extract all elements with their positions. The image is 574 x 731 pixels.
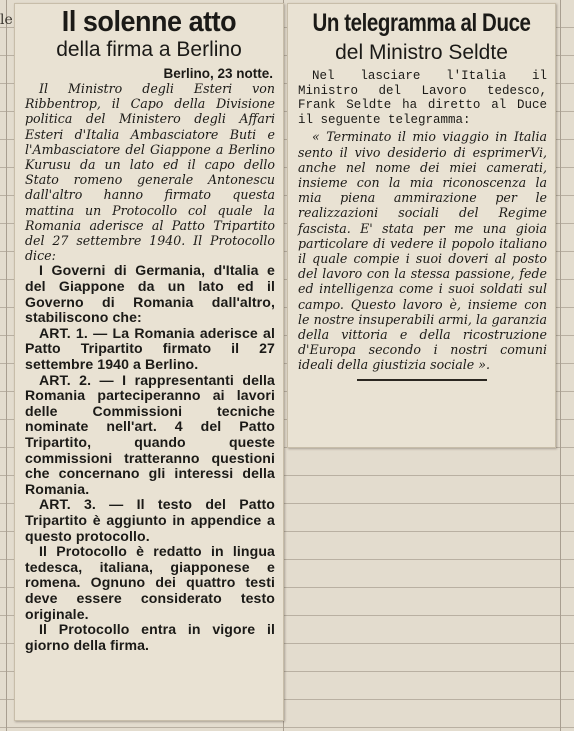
clipping-firma-berlino: [14, 3, 284, 721]
clipping-telegramma: [287, 3, 556, 448]
article-1: ART. 1. — La Romania aderisce al Patto Tripartito firmato il 27 settembre 1940 a Berlino.: [25, 324, 275, 372]
article-body: [15, 81, 283, 653]
margin-rule: [6, 0, 7, 731]
telegram-text: « Terminato il mio viaggio in Italia sento il vivo desiderio di esprimerVi, anche nel nome dei miei camerati, insieme con la mia riconoscenza la mia piena ammirazione per le realizzazioni sociali del Regime fascista. E' stata per me una gioia particolare di vedere il popolo italiano il quale compie i suoi doveri al posto del lavoro con la stessa passione, fede ed intelligenza come i suoi soldati sul campo. Questo lavoro è, insieme con le nostre insuperabili armi, la garanzia della vittoria e della ricostruzione d'Europa secondo i nostri comuni ideali della giustizia sociale ».: [298, 129, 547, 373]
divider-rule: [357, 379, 487, 381]
headline: Il solenne atto: [61, 6, 237, 38]
paragraph: Il Protocollo è redatto in lingua tedesca, italiana, giapponese e romena. Ognuno dei quattro testi deve essere considerato testo originale.: [25, 543, 275, 622]
subheadline: della firma a Berlino: [56, 38, 242, 61]
paragraph: I Governi di Germania, d'Italia e del Giappone da un lato ed il Governo di Romania dall'altro, stabiliscono che:: [25, 262, 275, 326]
intro-paragraph: Il Ministro degli Esteri von Ribbentrop, il Capo della Divisione politica del Ministero degli Affari Esteri d'Italia Ambasciatore Buti e l'Ambasciatore del Giappone a Berlino Kurusu da un lato ed il capo dello Stato romeno generale Antonescu dall'altro hanno firmato questa mattina un Protocollo col quale la Romania aderisce al Patto Tripartito del 27 settembre 1940. Il Protocollo dice:: [25, 81, 275, 264]
headline: Un telegramma al Duce: [312, 9, 531, 37]
article-2: ART. 2. — I rappresentanti della Romania parteciperanno ai lavori delle Commissioni tecniche nominate nell'art. 4 del Patto Tripartito, quando queste commissioni tratteranno questioni che concernano gli interessi della Romania.: [25, 371, 275, 497]
edge-text: le: [0, 12, 13, 28]
paragraph: Il Protocollo entra in vigore il giorno della firma.: [25, 621, 275, 653]
subheadline: del Ministro Seldte: [335, 41, 508, 64]
article-3: ART. 3. — Il testo del Patto Tripartito è aggiunto in appendice a questo protocollo.: [25, 496, 275, 544]
article-body: [288, 69, 555, 373]
margin-rule: [560, 0, 561, 731]
dateline: Berlino, 23 notte.: [163, 66, 273, 81]
intro-paragraph: Nel lasciare l'Italia il Ministro del Lavoro tedesco, Frank Seldte ha diretto al Duce il seguente telegramma:: [298, 69, 547, 127]
